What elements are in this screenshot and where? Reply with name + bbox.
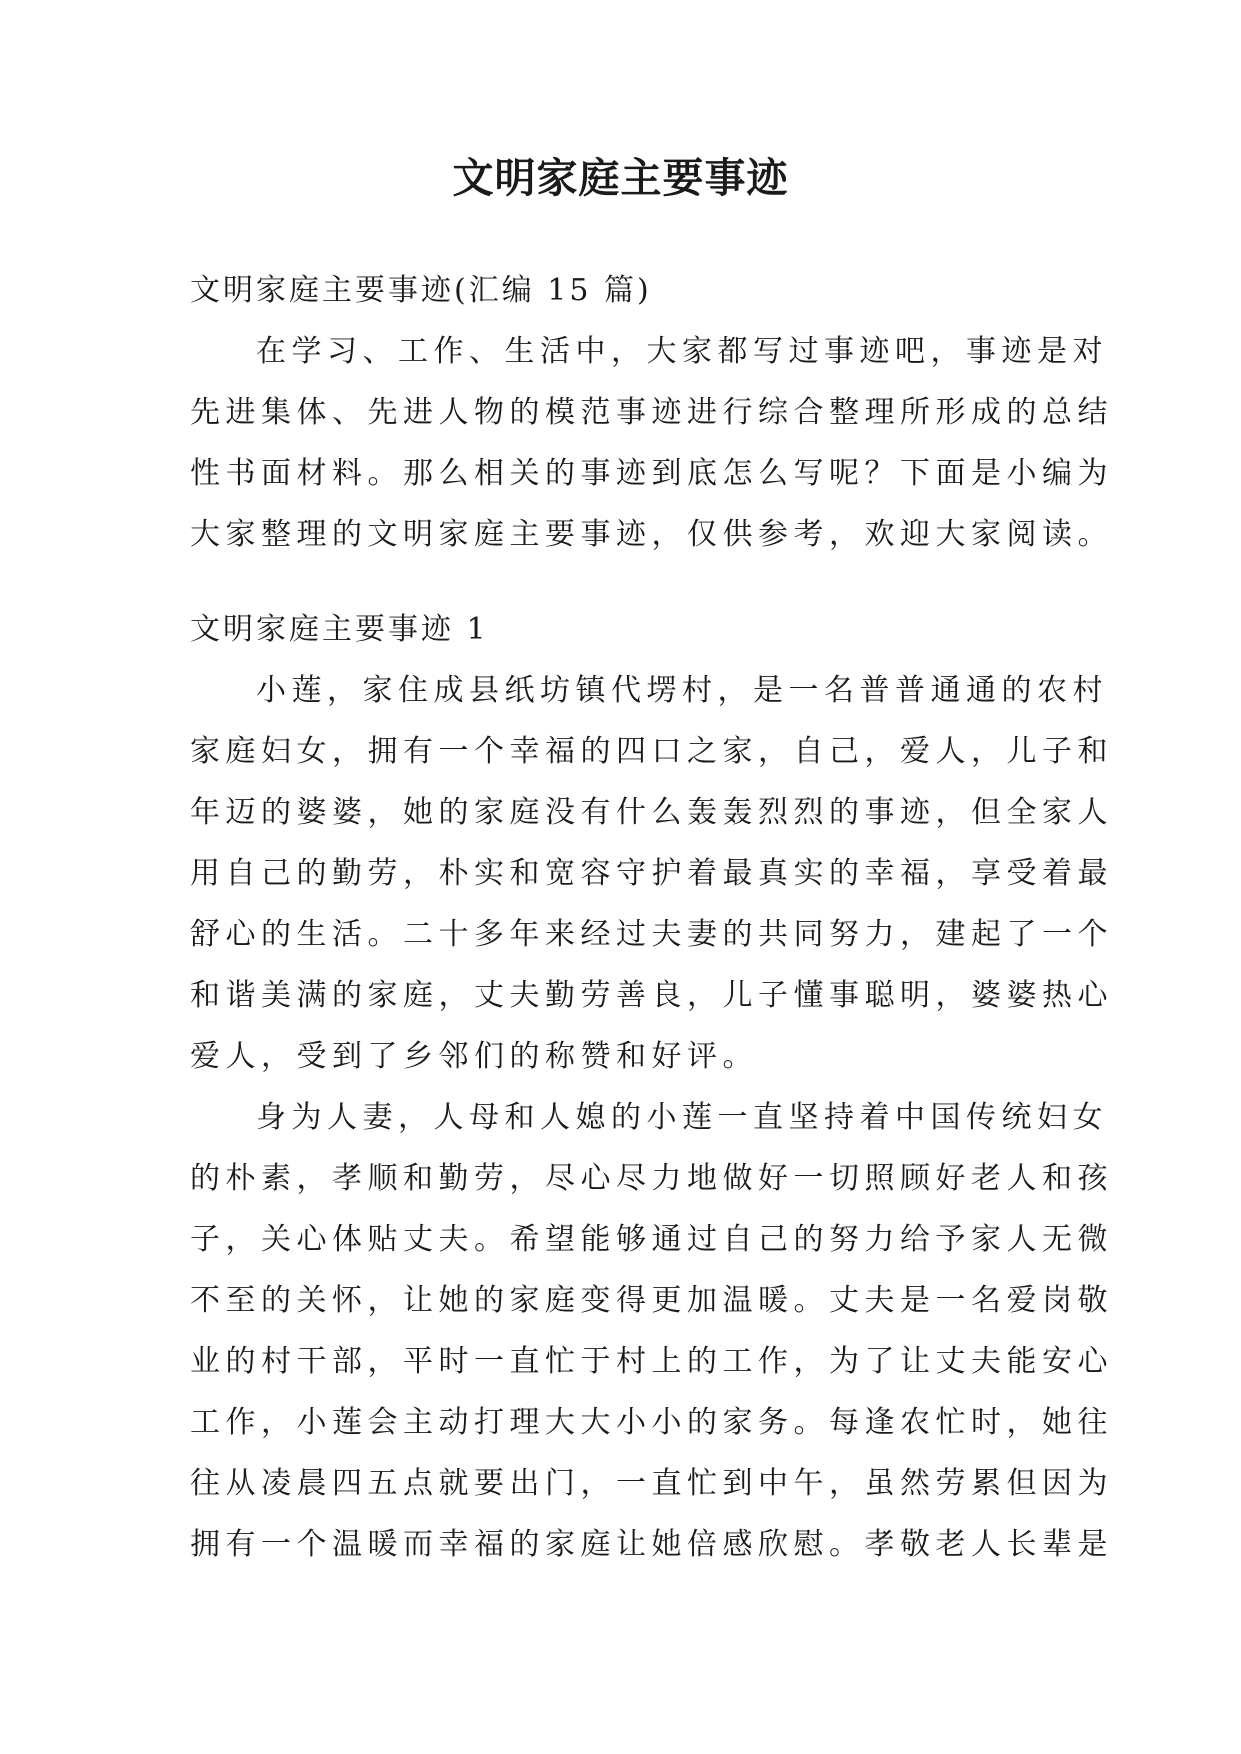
paragraph-line: 身为人妻，人母和人媳的小莲一直坚持着中国传统妇女 [256, 1100, 1108, 1135]
intro-line: 先进集体、先进人物的模范事迹进行综合整理所形成的总结 [190, 395, 1113, 430]
document-body [190, 260, 1113, 1575]
paragraph-line: 舒心的生活。二十多年来经过夫妻的共同努力，建起了一个 [190, 917, 1113, 952]
section-1-heading: 文明家庭主要事迹 1 [190, 612, 489, 647]
document-subtitle: 文明家庭主要事迹(汇编 15 篇) [190, 273, 652, 308]
paragraph-line: 小莲，家住成县纸坊镇代塄村，是一名普普通通的农村 [256, 673, 1108, 708]
paragraph-line: 年迈的婆婆，她的家庭没有什么轰轰烈烈的事迹，但全家人 [190, 795, 1113, 830]
intro-paragraph [190, 321, 1113, 565]
paragraph-line: 爱人，受到了乡邻们的称赞和好评。 [190, 1039, 758, 1074]
section-1-paragraph-2 [190, 1087, 1113, 1575]
paragraph-line: 不至的关怀，让她的家庭变得更加温暖。丈夫是一名爱岗敬 [190, 1283, 1113, 1318]
paragraph-line: 往从凌晨四五点就要出门，一直忙到中午，虽然劳累但因为 [190, 1466, 1113, 1501]
intro-line: 在学习、工作、生活中，大家都写过事迹吧，事迹是对 [256, 334, 1108, 369]
section-gap [190, 565, 1060, 599]
paragraph-line: 业的村干部，平时一直忙于村上的工作，为了让丈夫能安心 [190, 1344, 1113, 1379]
paragraph-line: 的朴素，孝顺和勤劳，尽心尽力地做好一切照顾好老人和孩 [190, 1161, 1113, 1196]
paragraph-line: 工作，小莲会主动打理大大小小的家务。每逢农忙时，她往 [190, 1405, 1113, 1440]
paragraph-line: 子，关心体贴丈夫。希望能够通过自己的努力给予家人无微 [190, 1222, 1113, 1257]
paragraph-line: 家庭妇女，拥有一个幸福的四口之家，自己，爱人，儿子和 [190, 734, 1113, 769]
paragraph-line: 拥有一个温暖而幸福的家庭让她倍感欣慰。孝敬老人长辈是 [190, 1527, 1113, 1562]
paragraph-line: 和谐美满的家庭，丈夫勤劳善良，儿子懂事聪明，婆婆热心 [190, 978, 1113, 1013]
paragraph-line: 用自己的勤劳，朴实和宽容守护着最真实的幸福，享受着最 [190, 856, 1113, 891]
intro-line: 性书面材料。那么相关的事迹到底怎么写呢？下面是小编为 [190, 456, 1113, 491]
document-title: 文明家庭主要事迹 [452, 154, 789, 202]
intro-line: 大家整理的文明家庭主要事迹，仅供参考，欢迎大家阅读。 [190, 517, 1113, 552]
section-1-paragraph-1 [190, 660, 1113, 1087]
